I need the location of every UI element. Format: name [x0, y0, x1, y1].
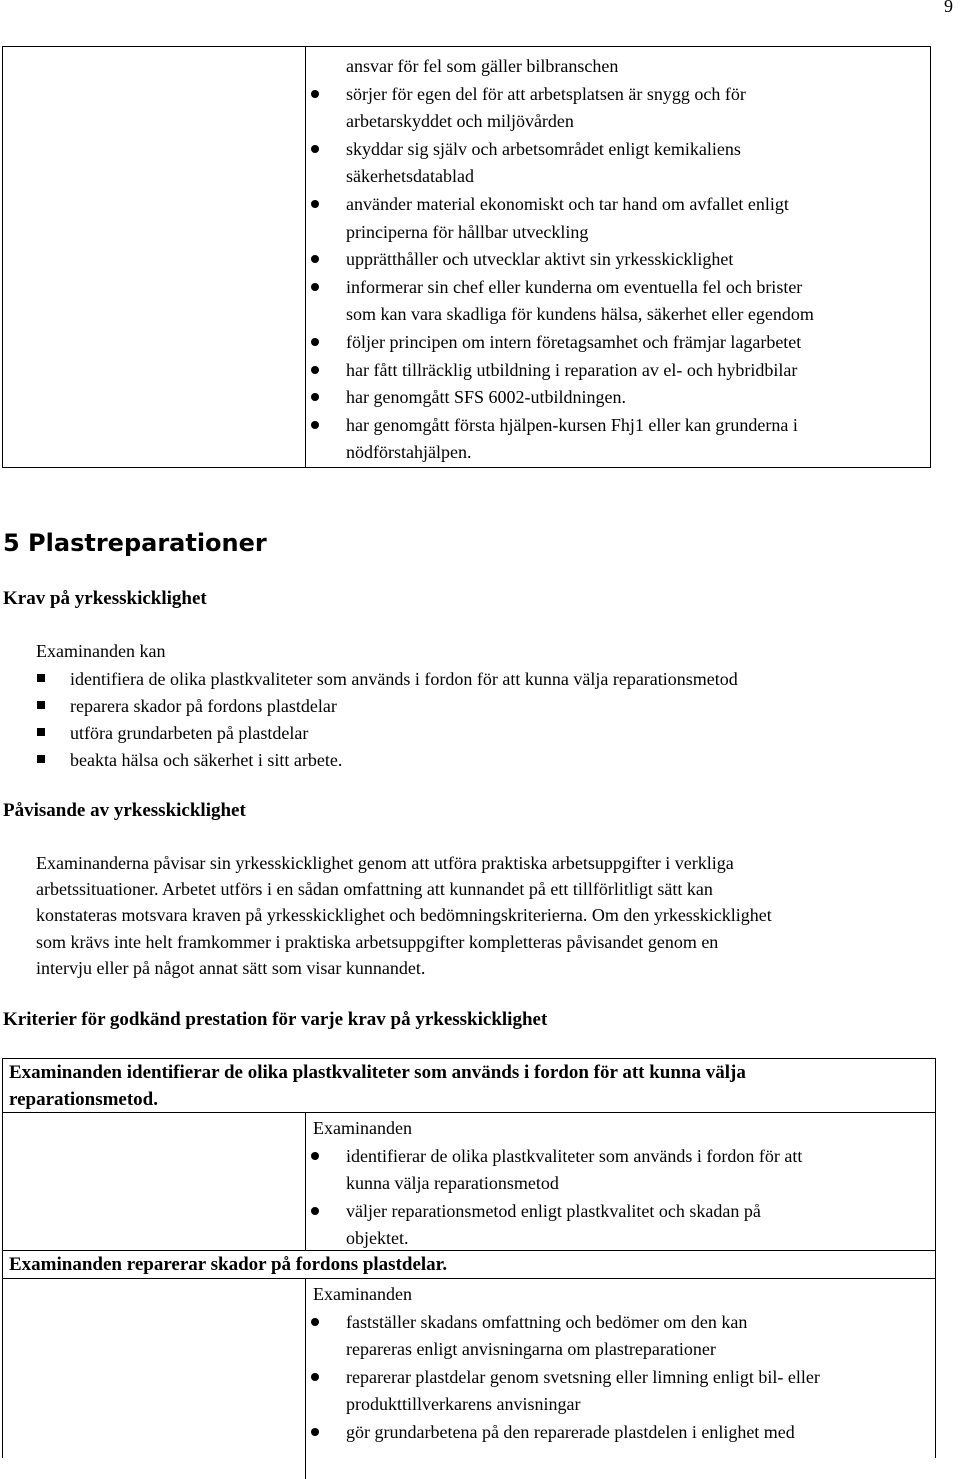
bullet-icon	[311, 338, 319, 346]
bullet-icon	[311, 1152, 319, 1160]
bullet-icon	[311, 393, 319, 401]
bullet-icon	[311, 1428, 319, 1436]
column-divider	[305, 1113, 306, 1250]
column-divider	[305, 1279, 306, 1479]
criteria-table	[2, 1058, 936, 1458]
list-item: identifierar de olika plastkvaliteter som används i fordon för att kunna välja reparationsmetod	[346, 1143, 923, 1198]
list-item: gör grundarbetena på den reparerade plastdelen i enlighet med	[346, 1419, 923, 1447]
section-title: 5 Plastreparationer	[3, 529, 267, 557]
bullet-icon	[311, 200, 319, 208]
requirements-table-continued	[2, 46, 931, 468]
list-item: beakta hälsa och säkerhet i sitt arbete.	[70, 747, 738, 774]
bullet-icon	[311, 1207, 319, 1215]
criteria-row-heading: Examinanden identifierar de olika plastkvaliteter som används i fordon för att kunna välja reparationsmetod.	[3, 1059, 935, 1113]
square-bullet-icon	[37, 674, 45, 682]
list-item: har fått tillräcklig utbildning i reparation av el- och hybridbilar	[346, 357, 928, 385]
criteria-bullet-list	[346, 81, 928, 467]
krav-list	[70, 666, 738, 774]
list-item: upprätthåller och utvecklar aktivt sin yrkesskicklighet	[346, 246, 928, 274]
list-item: skyddar sig själv och arbetsområdet enligt kemikaliens säkerhetsdatablad	[346, 136, 928, 191]
column-divider	[305, 47, 306, 467]
square-bullet-icon	[37, 728, 45, 736]
criteria-row-heading: Examinanden reparerar skador på fordons plastdelar.	[3, 1251, 935, 1279]
list-item: informerar sin chef eller kunderna om eventuella fel och brister som kan vara skadliga för kundens hälsa, säkerhet eller egendom	[346, 274, 928, 329]
cell-intro: Examinanden	[313, 1118, 412, 1138]
bullet-icon	[311, 145, 319, 153]
pavisande-paragraph: Examinanderna påvisar sin yrkesskicklighet genom att utföra praktiska arbetsuppgifter i verkliga arbetssituationer. Arbetet utförs i en sådan omfattning att kunnandet på ett tillförlitligt sätt kan konstateras motsvara kraven på yrkesskicklighet och bedömningskriterierna. Om den yrkesskicklighet som krävs inte helt framkommer i praktiska arbetsuppgifter kompletteras påvisandet genom en intervju eller på något annat sätt som visar kunnandet.	[36, 853, 772, 978]
kriterier-heading: Kriterier för godkänd prestation för varje krav på yrkesskicklighet	[3, 1009, 548, 1030]
bullet-icon	[311, 255, 319, 263]
bullet-icon	[311, 283, 319, 291]
square-bullet-icon	[37, 755, 45, 763]
list-item: använder material ekonomiskt och tar hand om avfallet enligt principerna för hållbar utveckling	[346, 191, 928, 246]
list-item: följer principen om intern företagsamhet och främjar lagarbetet	[346, 329, 928, 357]
list-item: har genomgått SFS 6002-utbildningen.	[346, 384, 928, 412]
intro-text: Examinanden kan	[36, 641, 166, 661]
list-item: utföra grundarbeten på plastdelar	[70, 720, 738, 747]
criteria-bullet-list	[346, 1143, 923, 1253]
list-item: sörjer för egen del för att arbetsplatsen är snygg och för arbetarskyddet och miljövården	[346, 81, 928, 136]
criteria-cell	[313, 1115, 923, 1253]
pavisande-heading: Påvisande av yrkesskicklighet	[3, 800, 246, 821]
bullet-icon	[311, 366, 319, 374]
page-number: 9	[944, 0, 953, 16]
list-item: reparera skador på fordons plastdelar	[70, 693, 738, 720]
list-item: har genomgått första hjälpen-kursen Fhj1 eller kan grunderna i nödförstahjälpen.	[346, 412, 928, 467]
bullet-icon	[311, 1373, 319, 1381]
criteria-bullet-list	[346, 1309, 923, 1447]
bullet-icon	[311, 90, 319, 98]
list-item: reparerar plastdelar genom svetsning eller limning enligt bil- eller produkttillverkarens anvisningar	[346, 1364, 923, 1419]
criteria-cell	[313, 1281, 923, 1447]
criteria-row-body	[3, 1279, 935, 1479]
bullet-icon	[311, 1318, 319, 1326]
criteria-row-body	[3, 1113, 935, 1251]
criteria-cell	[346, 53, 928, 467]
square-bullet-icon	[37, 701, 45, 709]
list-item: identifiera de olika plastkvaliteter som används i fordon för att kunna välja reparationsmetod	[70, 666, 738, 693]
cell-intro: Examinanden	[313, 1284, 412, 1304]
list-item: fastställer skadans omfattning och bedömer om den kan repareras enligt anvisningarna om plastreparationer	[346, 1309, 923, 1364]
bullet-icon	[311, 421, 319, 429]
list-item: väljer reparationsmetod enligt plastkvalitet och skadan på objektet.	[346, 1198, 923, 1253]
cell-lead-line: ansvar för fel som gäller bilbranschen	[346, 56, 619, 76]
krav-heading: Krav på yrkesskicklighet	[3, 588, 207, 609]
